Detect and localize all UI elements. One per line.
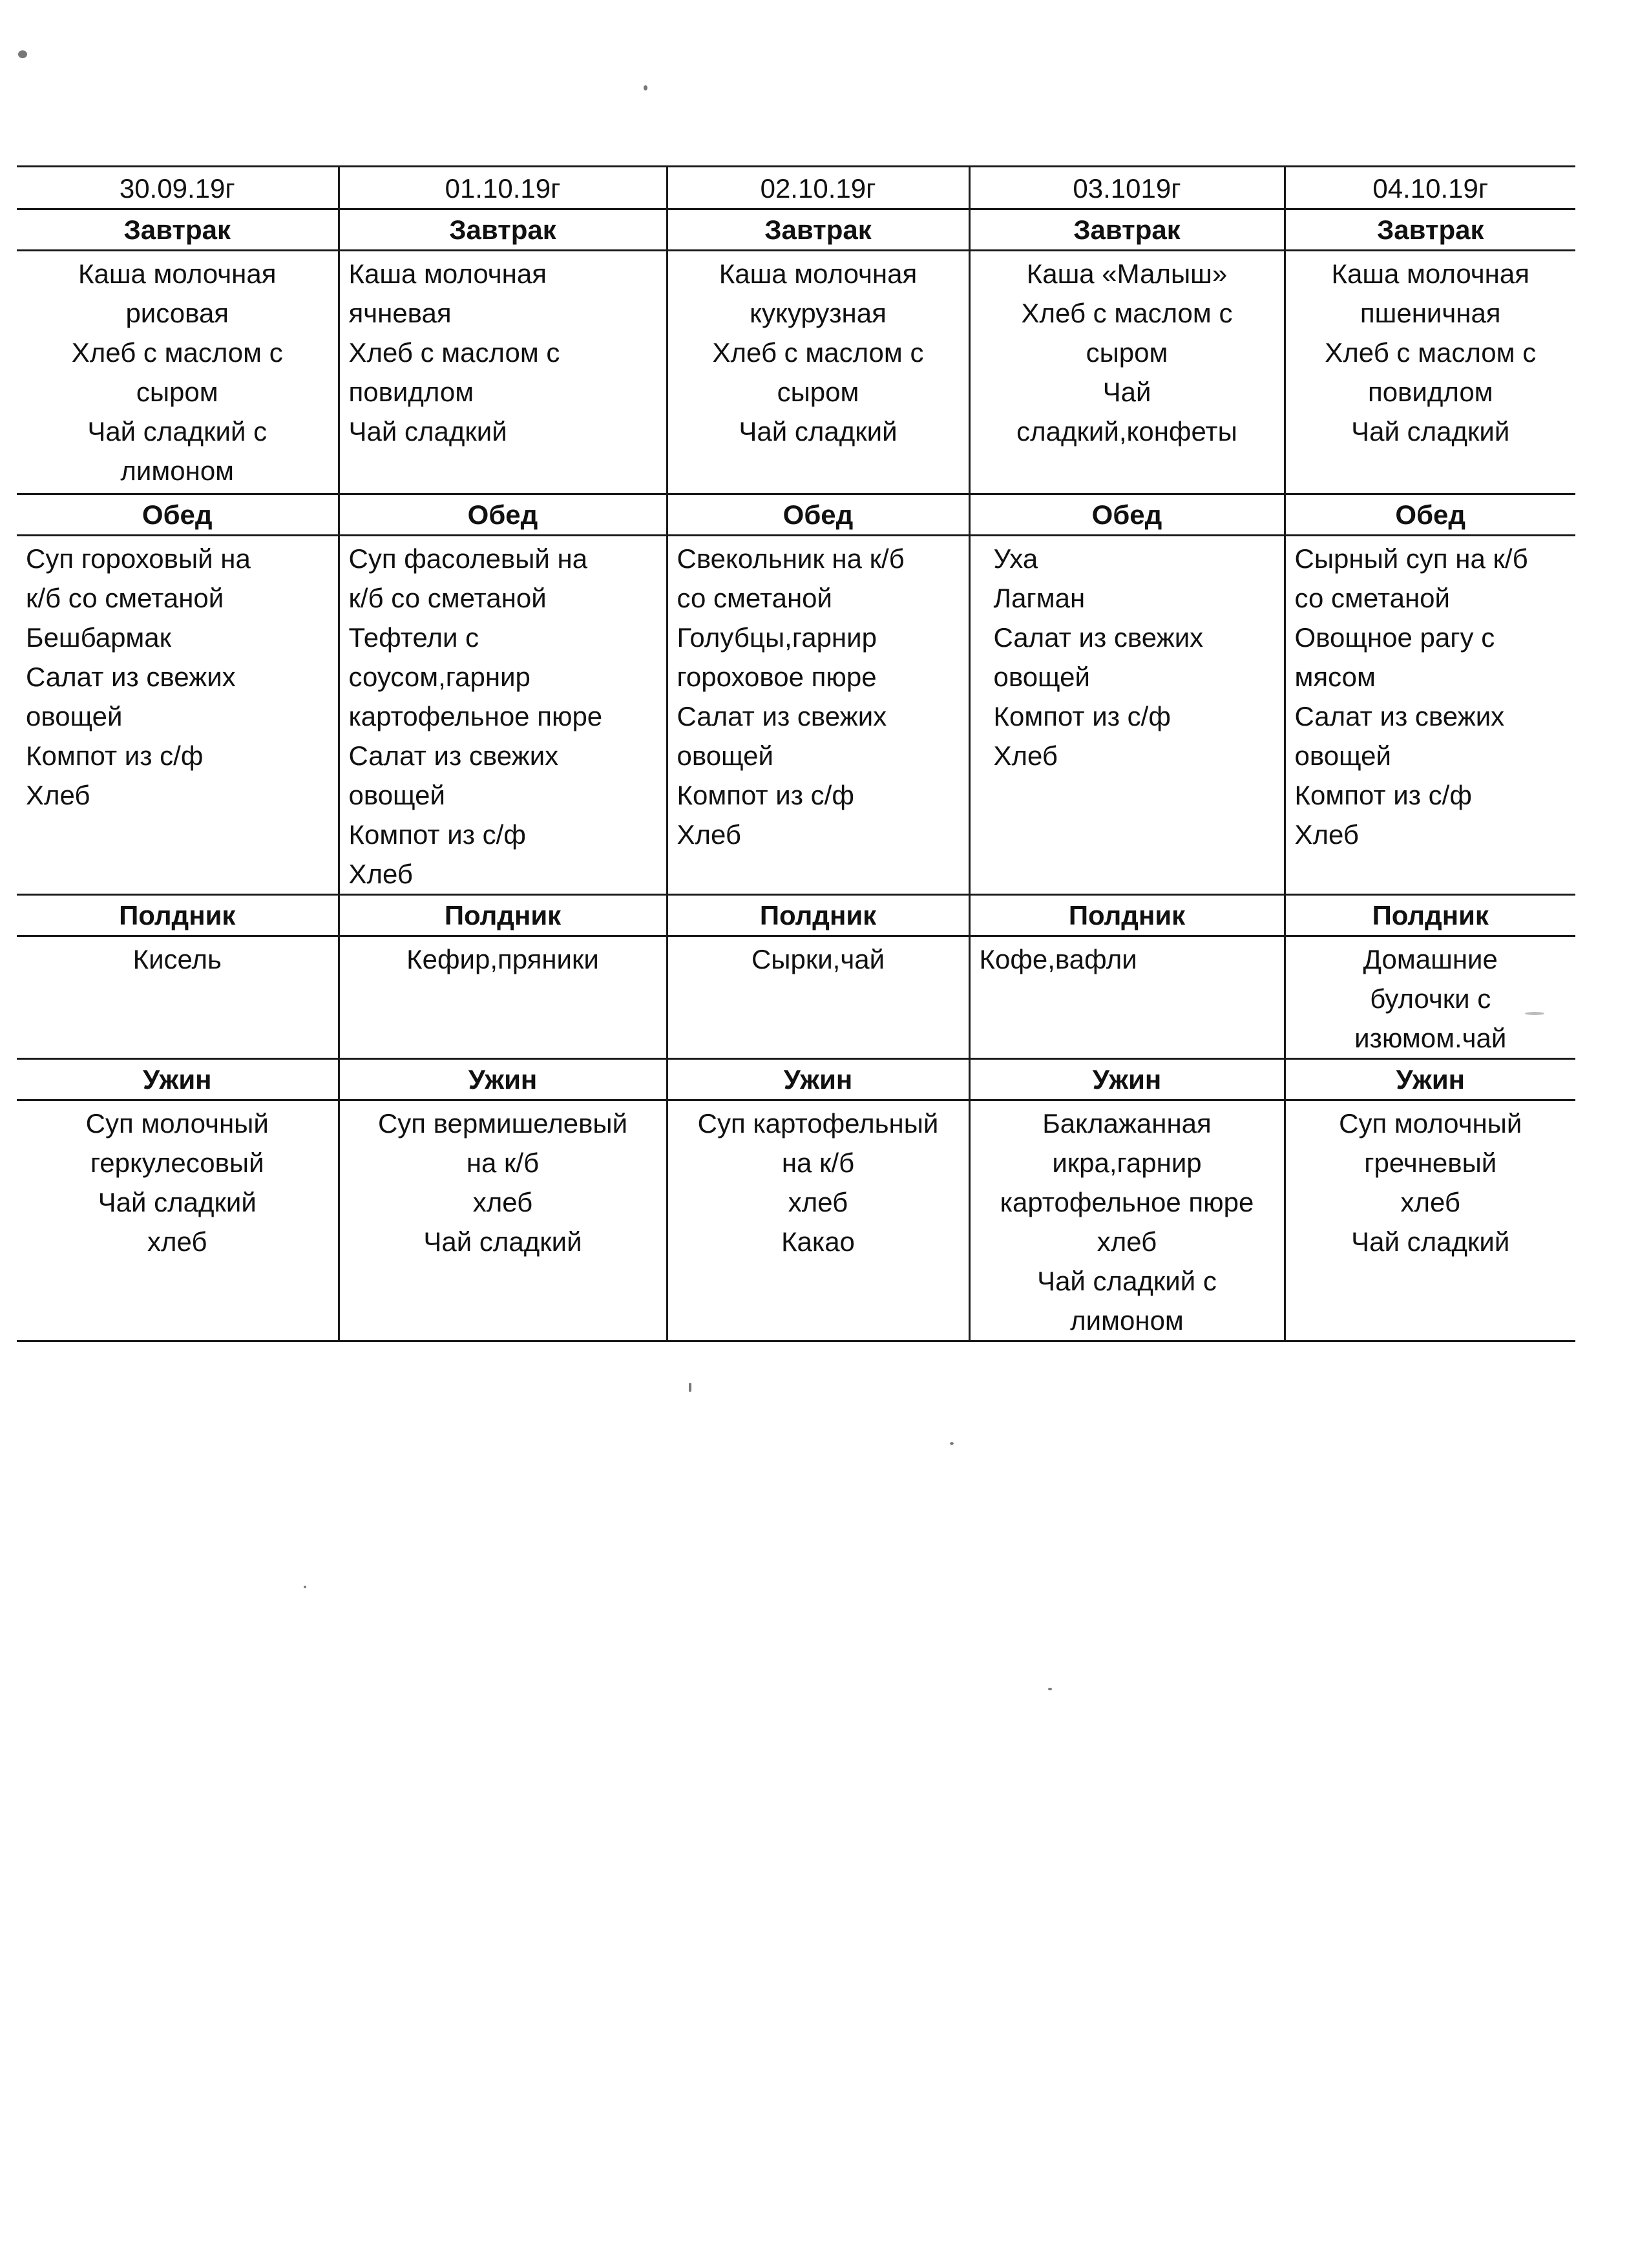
menu-line: Чай сладкий bbox=[739, 416, 898, 446]
menu-line: на к/б bbox=[466, 1148, 540, 1178]
scan-speck bbox=[304, 1586, 306, 1588]
meal-header: Полдник bbox=[969, 895, 1285, 936]
meal-header: Обед bbox=[1285, 494, 1575, 536]
menu-line: сыром bbox=[777, 377, 859, 407]
meal-header: Ужин bbox=[969, 1059, 1285, 1100]
date-cell: 01.10.19г bbox=[339, 167, 667, 209]
menu-line: сыром bbox=[1086, 337, 1168, 368]
menu-line: Хлеб с маслом с bbox=[1021, 298, 1233, 328]
meal-header: Обед bbox=[339, 494, 667, 536]
menu-line: к/б со сметаной bbox=[26, 583, 224, 613]
menu-line: хлеб bbox=[472, 1187, 533, 1217]
menu-line: Хлеб bbox=[993, 740, 1058, 771]
menu-cell bbox=[17, 1100, 339, 1341]
menu-line: гречневый bbox=[1364, 1148, 1497, 1178]
menu-line: геркулесовый bbox=[90, 1148, 264, 1178]
menu-line: со сметаной bbox=[677, 583, 832, 613]
lunch-header-row bbox=[17, 494, 1575, 536]
menu-line: Баклажанная bbox=[1042, 1108, 1212, 1139]
menu-line: Салат из свежих bbox=[1294, 701, 1505, 731]
dinner-row bbox=[17, 1100, 1575, 1341]
scan-speck bbox=[950, 1442, 954, 1445]
menu-line: хлеб bbox=[1400, 1187, 1460, 1217]
menu-line: гороховое пюре bbox=[677, 662, 877, 692]
menu-line: Суп гороховый на bbox=[26, 543, 251, 574]
menu-line: Чай bbox=[1102, 377, 1151, 407]
menu-line: овощей bbox=[26, 701, 123, 731]
meal-header: Полдник bbox=[339, 895, 667, 936]
menu-line: Чай сладкий bbox=[348, 416, 507, 446]
meal-header: Ужин bbox=[1285, 1059, 1575, 1100]
snack-header-row bbox=[17, 895, 1575, 936]
menu-line: Хлеб bbox=[348, 859, 413, 889]
menu-line: повидлом bbox=[1367, 377, 1493, 407]
scan-speck bbox=[689, 1383, 691, 1392]
menu-line: Чай сладкий bbox=[98, 1187, 257, 1217]
meal-header: Полдник bbox=[1285, 895, 1575, 936]
menu-line: Хлеб bbox=[677, 819, 741, 850]
menu-cell bbox=[1285, 936, 1575, 1059]
menu-line: рисовая bbox=[125, 298, 229, 328]
menu-cell bbox=[969, 936, 1285, 1059]
menu-cell bbox=[339, 936, 667, 1059]
menu-line: Сырный суп на к/б bbox=[1294, 543, 1528, 574]
menu-line: Кофе,вафли bbox=[979, 944, 1137, 974]
menu-line: Домашние bbox=[1363, 944, 1498, 974]
menu-cell bbox=[969, 536, 1285, 895]
menu-line: Чай сладкий с bbox=[1037, 1266, 1217, 1296]
menu-line: овощей bbox=[993, 662, 1090, 692]
menu-line: овощей bbox=[677, 740, 773, 771]
menu-line: Компот из с/ф bbox=[348, 819, 526, 850]
menu-line: Хлеб bbox=[1294, 819, 1359, 850]
menu-line: лимоном bbox=[1070, 1305, 1184, 1336]
meal-header: Полдник bbox=[17, 895, 339, 936]
menu-line: Тефтели с bbox=[348, 622, 479, 653]
menu-line: булочки с bbox=[1370, 983, 1491, 1014]
menu-line: Суп вермишелевый bbox=[377, 1108, 628, 1139]
menu-line: Сырки,чай bbox=[751, 944, 885, 974]
menu-line: Суп молочный bbox=[1339, 1108, 1522, 1139]
menu-cell bbox=[969, 1100, 1285, 1341]
menu-line: Какао bbox=[781, 1226, 855, 1257]
menu-line: хлеб bbox=[147, 1226, 207, 1257]
menu-cell bbox=[17, 536, 339, 895]
menu-line: хлеб bbox=[788, 1187, 848, 1217]
menu-line: Салат из свежих bbox=[677, 701, 887, 731]
menu-line: Компот из с/ф bbox=[1294, 780, 1472, 810]
menu-cell bbox=[667, 936, 969, 1059]
menu-line: Суп фасолевый на bbox=[348, 543, 588, 574]
menu-line: пшеничная bbox=[1360, 298, 1501, 328]
menu-cell bbox=[1285, 1100, 1575, 1341]
menu-cell bbox=[1285, 536, 1575, 895]
date-cell: 30.09.19г bbox=[17, 167, 339, 209]
scan-speck bbox=[1048, 1688, 1052, 1690]
meal-header: Ужин bbox=[667, 1059, 969, 1100]
menu-line: со сметаной bbox=[1294, 583, 1450, 613]
menu-line: соусом,гарнир bbox=[348, 662, 530, 692]
lunch-row bbox=[17, 536, 1575, 895]
menu-line: мясом bbox=[1294, 662, 1376, 692]
meal-header: Ужин bbox=[339, 1059, 667, 1100]
menu-line: лимоном bbox=[120, 456, 235, 486]
menu-line: Хлеб с маслом с bbox=[71, 337, 283, 368]
meal-header: Завтрак bbox=[969, 209, 1285, 251]
menu-cell bbox=[667, 251, 969, 494]
menu-line: сыром bbox=[136, 377, 218, 407]
menu-line: Каша молочная bbox=[78, 258, 277, 289]
menu-line: Хлеб bbox=[26, 780, 90, 810]
menu-line: картофельное пюре bbox=[1000, 1187, 1254, 1217]
menu-line: Уха bbox=[993, 543, 1038, 574]
menu-cell bbox=[969, 251, 1285, 494]
date-cell: 04.10.19г bbox=[1285, 167, 1575, 209]
menu-line: картофельное пюре bbox=[348, 701, 603, 731]
menu-line: Хлеб с маслом с bbox=[348, 337, 560, 368]
menu-line: изюмом.чай bbox=[1354, 1023, 1507, 1053]
scan-speck bbox=[1525, 1012, 1544, 1015]
menu-cell bbox=[17, 936, 339, 1059]
meal-header: Ужин bbox=[17, 1059, 339, 1100]
menu-line: Компот из с/ф bbox=[993, 701, 1171, 731]
menu-line: Чай сладкий с bbox=[87, 416, 268, 446]
menu-line: ячневая bbox=[348, 298, 452, 328]
weekly-menu-table bbox=[17, 165, 1575, 1342]
dinner-header-row bbox=[17, 1059, 1575, 1100]
scan-speck bbox=[18, 50, 27, 58]
menu-line: Голубцы,гарнир bbox=[677, 622, 877, 653]
menu-cell bbox=[339, 1100, 667, 1341]
menu-line: Кефир,пряники bbox=[406, 944, 599, 974]
meal-header: Обед bbox=[969, 494, 1285, 536]
menu-line: Суп картофельный bbox=[697, 1108, 939, 1139]
menu-line: Чай сладкий bbox=[1351, 1226, 1510, 1257]
menu-line: к/б со сметаной bbox=[348, 583, 547, 613]
menu-line: овощей bbox=[348, 780, 445, 810]
menu-cell bbox=[339, 536, 667, 895]
menu-line: Каша молочная bbox=[1331, 258, 1529, 289]
menu-line: овощей bbox=[1294, 740, 1391, 771]
menu-line: Салат из свежих bbox=[993, 622, 1204, 653]
menu-cell bbox=[667, 536, 969, 895]
meal-header: Завтрак bbox=[1285, 209, 1575, 251]
menu-line: Хлеб с маслом с bbox=[712, 337, 924, 368]
menu-line: повидлом bbox=[348, 377, 474, 407]
menu-line: Компот из с/ф bbox=[26, 740, 204, 771]
scan-speck bbox=[644, 85, 647, 90]
menu-line: хлеб bbox=[1097, 1226, 1157, 1257]
meal-header: Полдник bbox=[667, 895, 969, 936]
menu-cell bbox=[667, 1100, 969, 1341]
menu-line: Кисель bbox=[132, 944, 222, 974]
menu-cell bbox=[17, 251, 339, 494]
meal-header: Завтрак bbox=[339, 209, 667, 251]
menu-line: на к/б bbox=[781, 1148, 855, 1178]
snack-row bbox=[17, 936, 1575, 1059]
menu-line: икра,гарнир bbox=[1052, 1148, 1202, 1178]
breakfast-header-row bbox=[17, 209, 1575, 251]
date-cell: 02.10.19г bbox=[667, 167, 969, 209]
menu-line: Хлеб с маслом с bbox=[1325, 337, 1537, 368]
menu-line: Каша «Малыш» bbox=[1026, 258, 1228, 289]
menu-line: Свекольник на к/б bbox=[677, 543, 905, 574]
menu-line: Чай сладкий bbox=[423, 1226, 582, 1257]
meal-header: Завтрак bbox=[17, 209, 339, 251]
meal-header: Обед bbox=[17, 494, 339, 536]
menu-cell bbox=[1285, 251, 1575, 494]
date-cell: 03.1019г bbox=[969, 167, 1285, 209]
menu-line: кукурузная bbox=[750, 298, 887, 328]
meal-header: Завтрак bbox=[667, 209, 969, 251]
dates-row bbox=[17, 167, 1575, 209]
menu-line: Компот из с/ф bbox=[677, 780, 854, 810]
menu-line: Салат из свежих bbox=[26, 662, 236, 692]
breakfast-row bbox=[17, 251, 1575, 494]
menu-line: Чай сладкий bbox=[1351, 416, 1510, 446]
menu-line: Суп молочный bbox=[85, 1108, 269, 1139]
menu-line: Каша молочная bbox=[348, 258, 547, 289]
menu-line: Салат из свежих bbox=[348, 740, 559, 771]
menu-line: сладкий,конфеты bbox=[1016, 416, 1237, 446]
meal-header: Обед bbox=[667, 494, 969, 536]
menu-line: Каша молочная bbox=[719, 258, 918, 289]
menu-line: Лагман bbox=[993, 583, 1086, 613]
menu-cell bbox=[339, 251, 667, 494]
menu-line: Овощное рагу с bbox=[1294, 622, 1495, 653]
menu-line: Бешбармак bbox=[26, 622, 172, 653]
